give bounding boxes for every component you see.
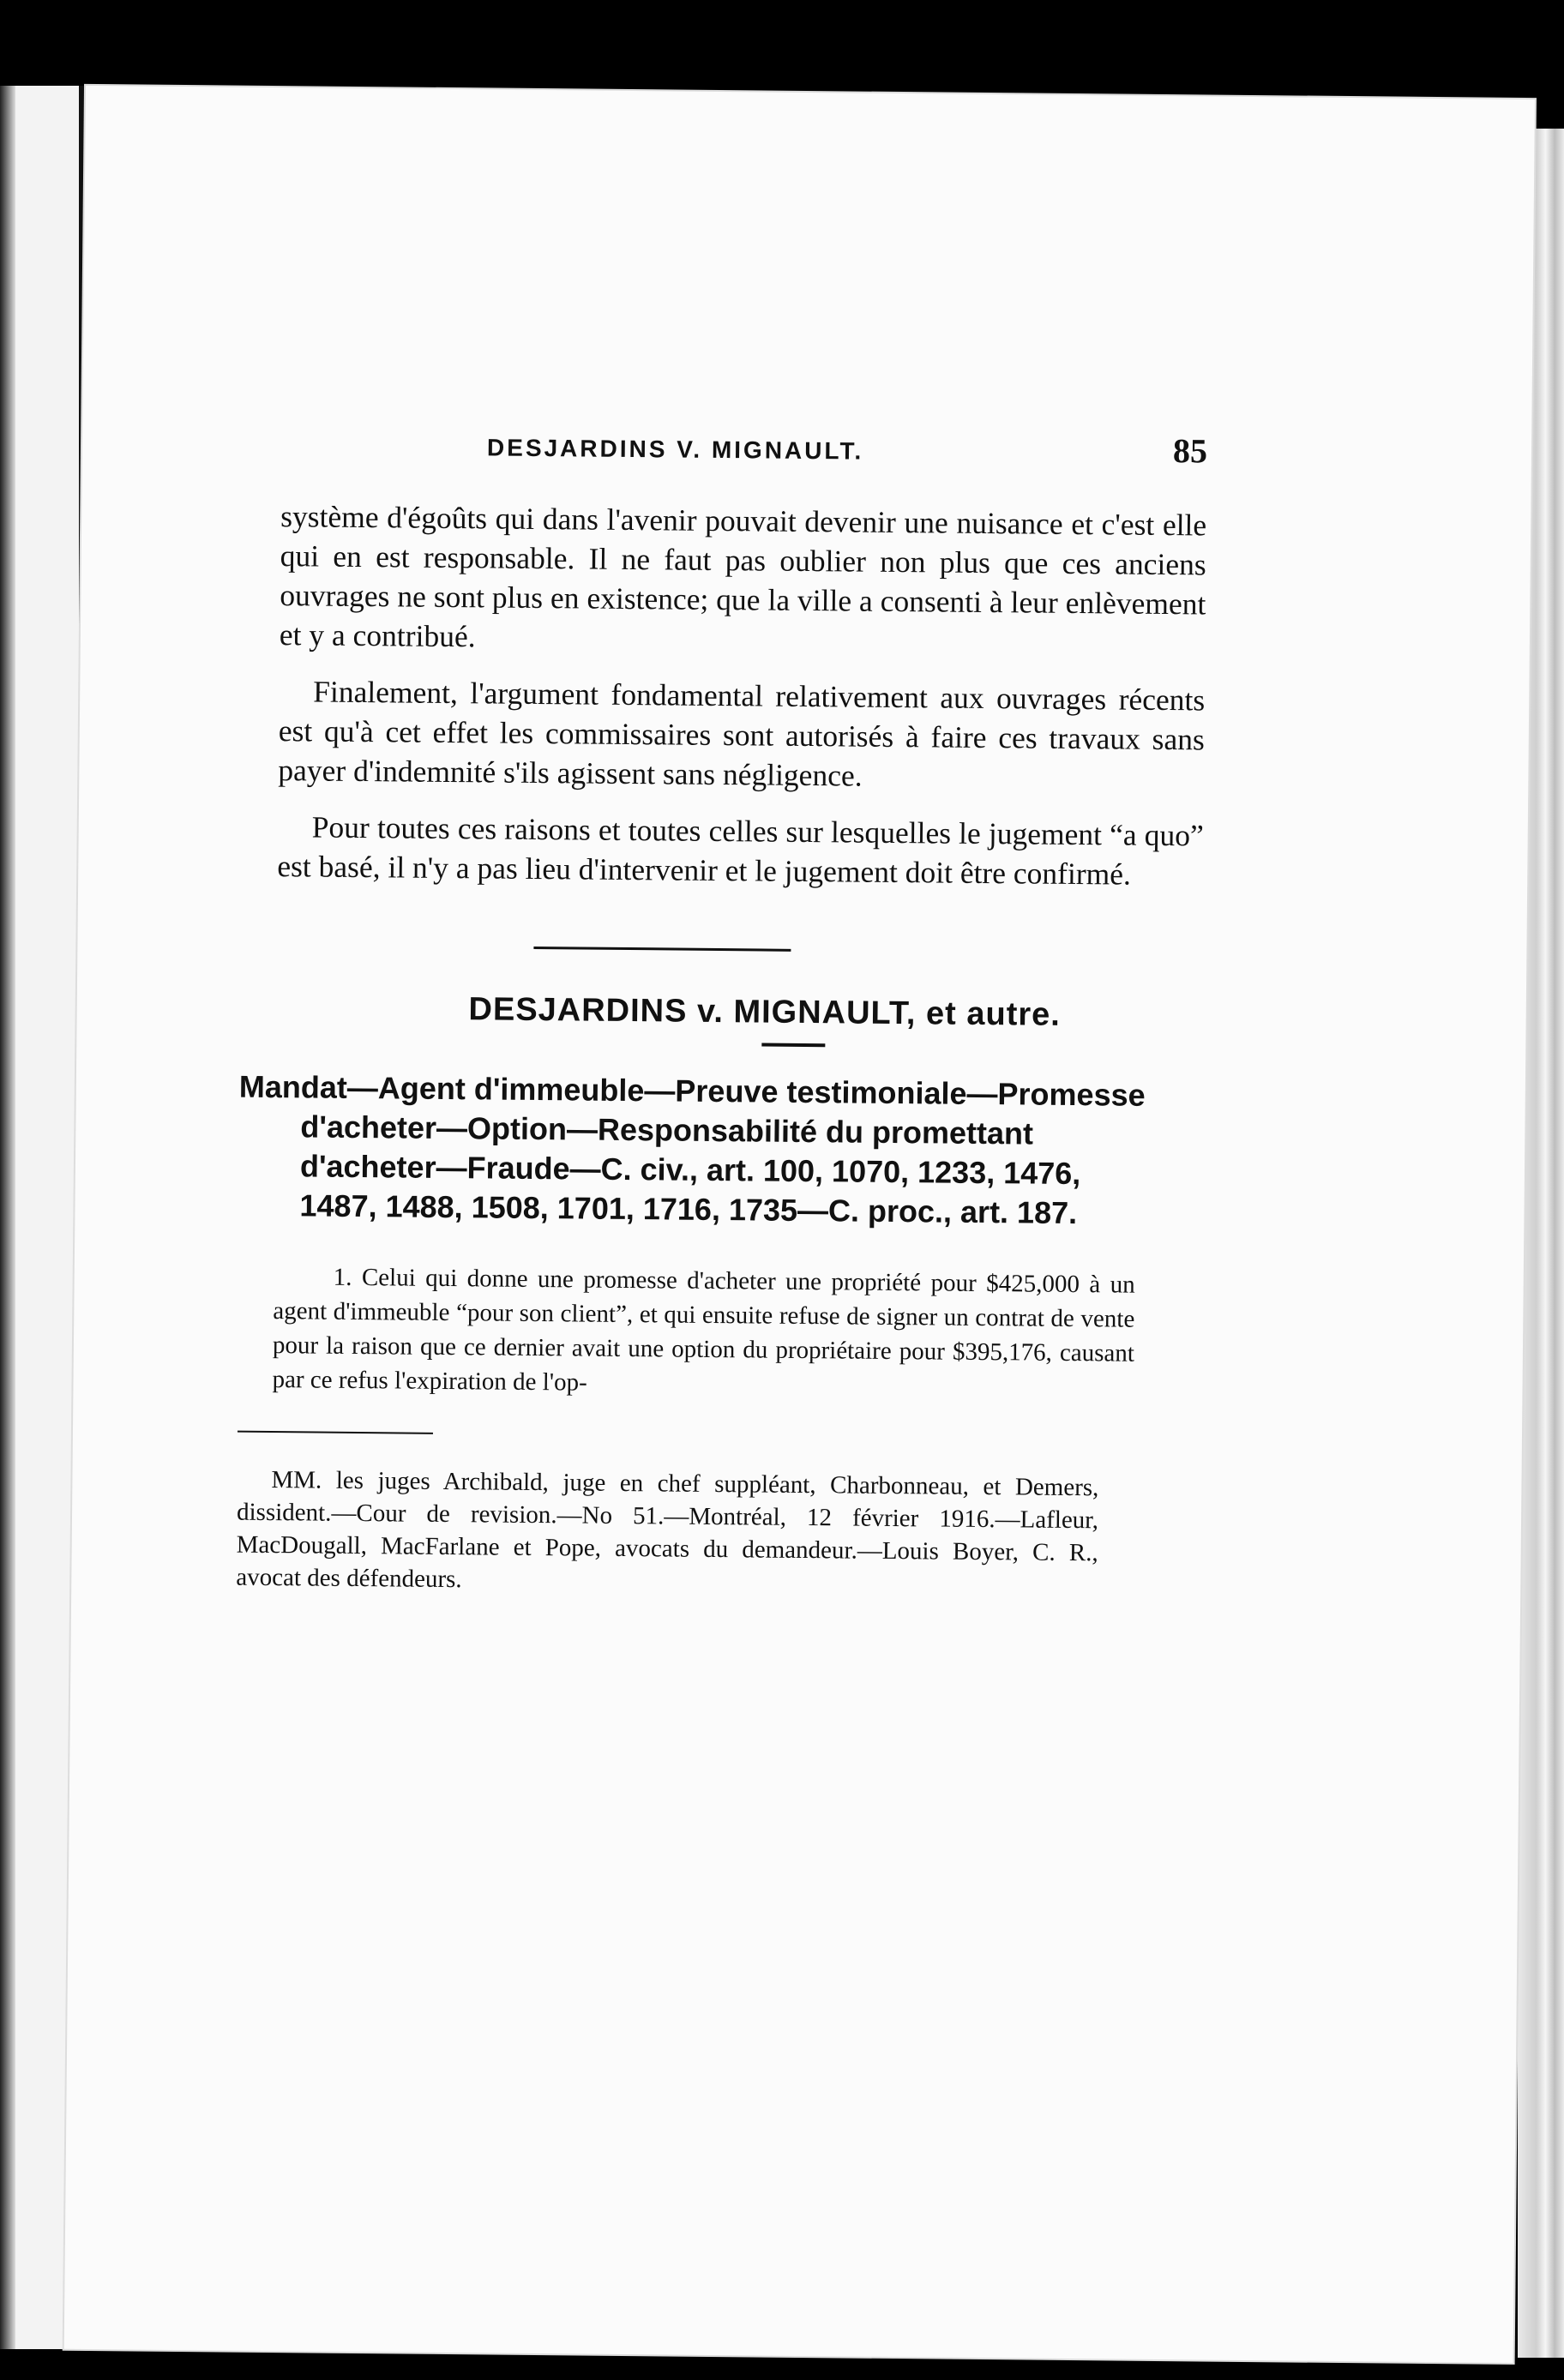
title-underline (761, 1043, 825, 1048)
case-headnote: Mandat—Agent d'immeuble—Preuve testimoniale—Promesse d'acheter—Option—Responsabilité du promettant d'acheter—Fraude—C. civ., art. 100, 1070, 1233, 1476, 1487, 1488, 1508, 1701, 1716, 1735—C. proc., art. 187. (238, 1068, 1146, 1231)
case-title: DESJARDINS v. MIGNAULT, et autre. (468, 991, 1062, 1033)
page-number: 85 (1172, 431, 1208, 471)
paragraph-conclusion: Pour toutes ces raisons et toutes celles sur lesquelles le jugement “a quo” est basé, il n'y a pas lieu d'intervenir et le jugement doit être confirmé. (277, 809, 1204, 892)
footnote: MM. les juges Archibald, juge en chef suppléant, Charbonneau, et Demers, dissident.—Cour de revision.—No 51.—Montréal, 12 février 1916.—Lafleur, MacDougall, MacFarlane et Pope, avocats du demandeur.—Louis Boyer, C. R., avocat des défendeurs. (236, 1466, 1099, 1594)
paragraph-continuation: système d'égoûts qui dans l'avenir pouvait devenir une nuisance et c'est elle qui en est responsable. Il ne faut pas oublier non plus que ces anciens ouvrages ne sont plus en existence; que la ville a consenti à leur enlèvement et y a contribué. (279, 499, 1207, 654)
running-head (281, 422, 1207, 471)
page-content (236, 422, 1208, 1602)
book-page (64, 86, 1535, 2363)
running-title: DESJARDINS V. MIGNAULT. (486, 434, 864, 465)
footnote-divider (238, 1431, 433, 1434)
section-divider (533, 947, 791, 952)
paragraph-finalement: Finalement, l'argument fondamental relativement aux ouvrages récents est qu'à cet effet les commissaires sont autorisés à faire ces travaux sans payer d'indemnité s'ils agissent sans négligence. (278, 674, 1206, 793)
case-summary: 1. Celui qui donne une promesse d'acheter une propriété pour $425,000 à un agent d'immeuble “pour son client”, et qui ensuite refuse de signer un contrat de vente pour la raison que ce dernier avait une option du propriétaire pour $395,176, causant par ce refus l'expiration de l'op- (272, 1263, 1135, 1397)
